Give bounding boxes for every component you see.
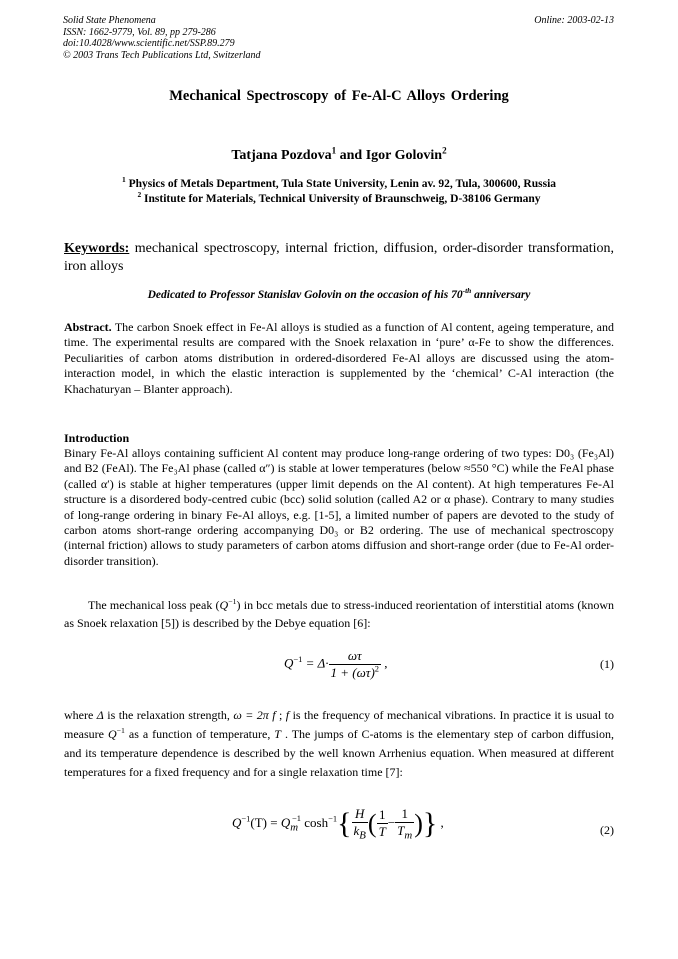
- journal-header: [63, 15, 261, 61]
- math-sub: m: [404, 829, 413, 842]
- equation-2: [232, 806, 444, 842]
- fraction-denominator: [395, 823, 414, 842]
- math-symbol: Q: [107, 727, 117, 741]
- affiliation-text: Physics of Metals Department, Tula State University, Lenin av. 92, Tula, 300600, Russia: [128, 178, 557, 190]
- intro-paragraph-3: [64, 706, 614, 782]
- affiliation-text: Institute for Materials, Technical University of Braunschweig, D-38106 Germany: [144, 193, 541, 205]
- math-function: cosh: [301, 814, 329, 830]
- journal-name: Solid State Phenomena: [63, 15, 156, 26]
- math-sup: −1: [292, 813, 302, 824]
- math-sup: −1: [116, 726, 125, 735]
- math-symbol: T: [274, 727, 281, 741]
- math-punct: ,: [437, 814, 444, 830]
- math-symbol: Δ: [96, 708, 104, 722]
- keywords-label: Keywords:: [64, 241, 130, 256]
- fraction-numerator: 1: [395, 806, 414, 823]
- affiliations: [0, 177, 678, 207]
- math-operator: = Δ·: [302, 655, 329, 671]
- author-affil-marker: 2: [442, 145, 447, 156]
- fraction: [377, 807, 388, 840]
- math-symbol: k: [353, 823, 360, 838]
- abstract: [64, 320, 614, 397]
- affil-marker: 1: [121, 175, 126, 185]
- text-run: where: [64, 708, 97, 722]
- math-symbol: Q: [280, 814, 291, 830]
- text-run: is the relaxation strength,: [103, 708, 234, 722]
- math-symbol: T: [397, 823, 405, 838]
- copyright-line: © 2003 Trans Tech Publications Ltd, Switzerland: [63, 49, 261, 61]
- math-operator: −: [387, 814, 396, 830]
- fraction-denominator: T: [378, 824, 386, 840]
- affiliation-line: [0, 177, 678, 192]
- math-expr: (T) =: [250, 814, 281, 830]
- math-symbol: Q: [284, 655, 294, 671]
- math-symbol: f: [285, 708, 290, 722]
- equation-1: [284, 648, 388, 681]
- affiliation-line: [0, 192, 678, 207]
- text-run: The mechanical loss peak (: [88, 598, 220, 612]
- author-list: [0, 145, 678, 164]
- text-run: ;: [275, 708, 286, 722]
- abstract-label: Abstract.: [64, 320, 112, 334]
- affil-marker: 2: [137, 190, 142, 200]
- equation-number: (1): [600, 657, 614, 671]
- dedication-text: Dedicated to Professor Stanislav Golovin on the occasion of his 70: [147, 289, 463, 301]
- math-sup: −1: [328, 813, 338, 824]
- equation-number: (2): [600, 823, 614, 837]
- fraction-numerator: 1: [377, 807, 388, 824]
- right-brace: }: [422, 806, 438, 840]
- fraction: [352, 806, 368, 842]
- author-name: Tatjana Pozdova: [231, 148, 332, 163]
- keywords-text: mechanical spectroscopy, internal friction, diffusion, order-disorder transformation, iron alloys: [64, 241, 614, 274]
- math-sup: −1: [241, 813, 251, 824]
- text-run: ) in bcc metals due to stress-induced reorientation of interstitial atoms (known as Snoek relaxation [5]) is described by the Debye equation [6]:: [64, 598, 614, 630]
- online-date: Online: 2003-02-13: [534, 15, 614, 26]
- fraction-denominator: [352, 823, 368, 842]
- intro-paragraph: Binary Fe-Al alloys containing sufficient Al content may produce long-range ordering of two types: D0₃ (Fe₃Al) and B2 (FeAl). The Fe₃Al phase (called α″) is stable at lower temperatures (below ≈550 °C) while the FeAl phase (called α′) is stable at higher temperatures (upper limit depends on the Al content). At high temperatures Fe-Al structure is a disordered body-centred cubic (bcc) solid solution (called A2 or α phase). Contrary to many studies of long-range ordering in binary Fe-Al alloys, e.g. [1-5], a limited number of papers are devoted to the study of carbon atoms short-range ordering accompanying D0₃ or B2 ordering. The use of mechanical spectroscopy (internal friction) allows to study parameters of carbon atoms diffusion and short-range order (due to Fe-Al order-disorder transition).: [64, 446, 614, 568]
- text-run: . The jumps of C-atoms is the elementary step of carbon diffusion, and its temperature dependence is described by the well known Arrhenius equation. When measured at different temperatures for a fixed frequency and for a single relaxation time [7]:: [64, 727, 615, 779]
- text-run: is the frequency of mechanical vibrations. In practice it is usual to measure: [64, 708, 614, 741]
- doi-line: doi:10.4028/www.scientific.net/SSP.89.279: [63, 38, 235, 49]
- math-sub: m: [290, 821, 299, 834]
- dedication: [0, 286, 678, 301]
- math-sup: 2: [374, 663, 380, 674]
- dedication-sup: -th: [462, 286, 472, 296]
- math-sup: −1: [293, 654, 303, 665]
- math-sub: B: [359, 829, 366, 842]
- fraction: [395, 806, 414, 842]
- author-affil-marker: 1: [331, 145, 337, 156]
- right-paren: ): [414, 808, 423, 838]
- math-expr: ω = 2π f: [233, 708, 276, 722]
- dedication-text-end: anniversary: [471, 289, 531, 301]
- author-name: Igor Golovin: [365, 148, 443, 163]
- math-sup: −1: [228, 597, 237, 606]
- intro-paragraph-2: [64, 596, 614, 632]
- text-run: as a function of temperature,: [124, 727, 275, 741]
- fraction-numerator: H: [352, 806, 368, 823]
- left-brace: {: [337, 806, 352, 840]
- left-paren: (: [367, 808, 377, 838]
- math-expr: 1 + (ωτ): [330, 665, 375, 680]
- author-conjunction: and: [336, 148, 366, 163]
- paper-title: Mechanical Spectroscopy of Fe-Al-C Alloys Ordering: [169, 88, 509, 104]
- math-punct: ,: [381, 655, 388, 671]
- math-symbol: Q: [219, 598, 229, 612]
- fraction: [329, 648, 381, 681]
- keywords: [64, 240, 614, 276]
- fraction-denominator: [329, 665, 381, 681]
- math-symbol: Q: [232, 814, 242, 830]
- section-heading: Introduction: [64, 431, 130, 445]
- fraction-numerator: ωτ: [329, 648, 381, 665]
- abstract-text: The carbon Snoek effect in Fe-Al alloys is studied as a function of Al content, ageing temperature, and time. The experimental results are compared with the Snoek relaxation in ‘pure’ α-Fe to show the differences. Peculiarities of carbon atoms distribution in ordered-disordered Fe-Al alloys are discussed using the atom-interaction model, in which the elastic interaction is supplemented by the ‘chemical’ C-Al interaction (the Khachaturyan – Blanter approach).: [64, 320, 614, 396]
- issn-line: ISSN: 1662-9779, Vol. 89, pp 279-286: [63, 26, 216, 38]
